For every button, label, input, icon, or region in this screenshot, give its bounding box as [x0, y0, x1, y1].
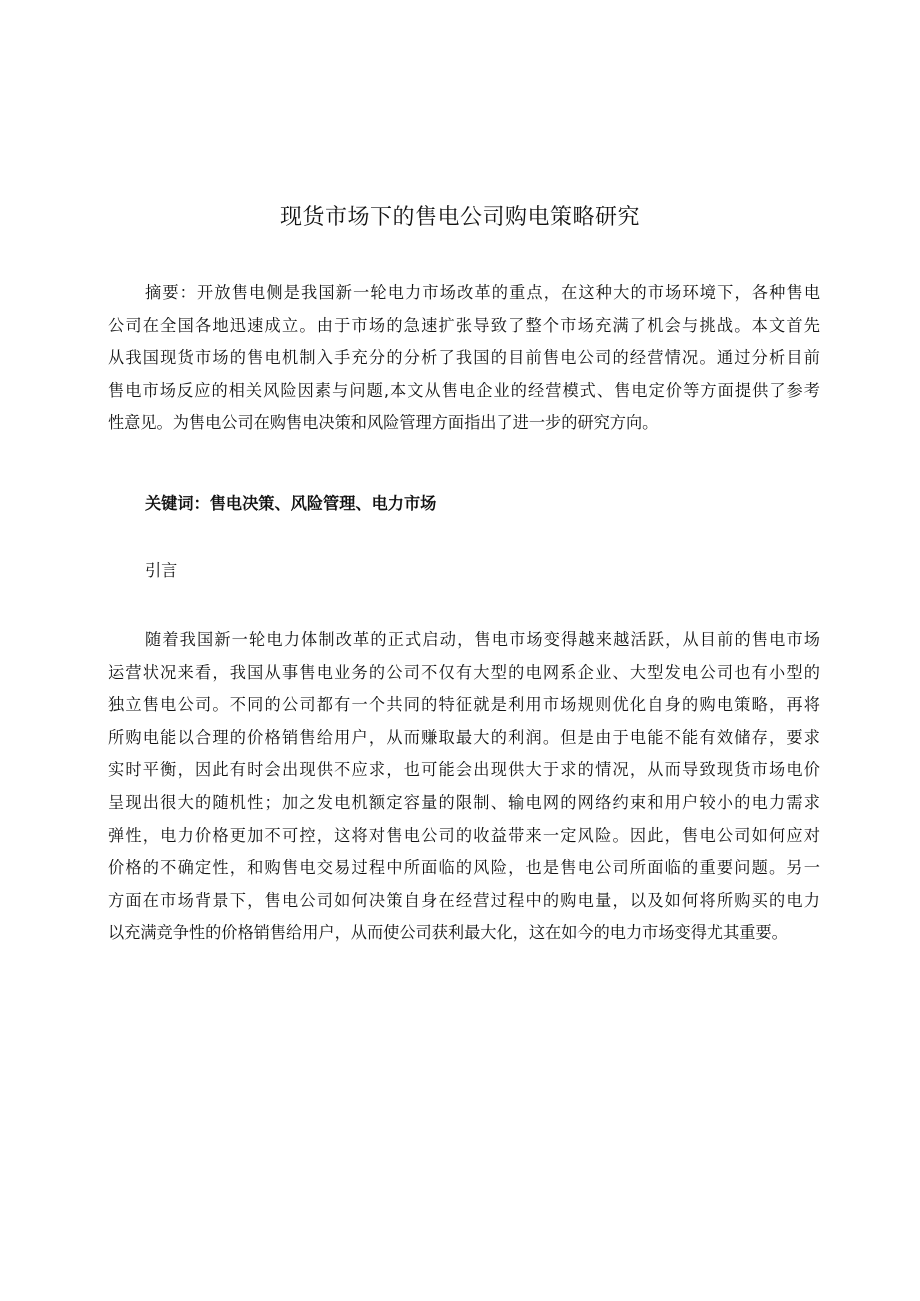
keywords-label: 关键词： — [145, 494, 210, 513]
body-line: 随着我国新一轮电力体制改革的正式启动，售电市场变得越来越活跃，从目前的售电市场 — [145, 630, 820, 649]
abstract-line: 性意见。为售电公司在购售电决策和风险管理方面指出了进一步的研究方向。 — [108, 413, 659, 433]
keywords-line — [108, 489, 857, 519]
introduction-paragraph — [108, 624, 820, 950]
body-line: 弹性，电力价格更加不可控，这将对售电公司的收益带来一定风险。因此，售电公司如何应对 — [108, 825, 820, 845]
body-line: 价格的不确定性，和购售电交易过程中所面临的风险，也是售电公司所面临的重要问题。另一 — [108, 858, 820, 878]
keywords-value: 售电决策、风险管理、电力市场 — [209, 494, 437, 513]
abstract-line — [108, 277, 820, 310]
body-line: 运营状况来看，我国从事售电业务的公司不仅有大型的电网系企业、大型发电公司也有小型的 — [108, 662, 820, 682]
abstract-text: 开放售电侧是我国新一轮电力市场改革的重点，在这种大的市场环境下，各种售电 — [197, 283, 821, 302]
abstract-line: 从我国现货市场的售电机制入手充分的分析了我国的目前售电公司的经营情况。通过分析目前 — [108, 348, 820, 368]
body-line: 所购电能以合理的价格销售给用户，从而赚取最大的利润。但是由于电能不能有效储存，要求 — [108, 727, 820, 747]
abstract-label: 摘要： — [145, 283, 198, 302]
abstract-paragraph — [108, 277, 820, 440]
body-line: 方面在市场背景下，售电公司如何决策自身在经营过程中的购电量，以及如何将所购买的电力 — [108, 890, 820, 910]
abstract-line: 售电市场反应的相关风险因素与问题,本文从售电企业的经营模式、售电定价等方面提供了参考 — [108, 380, 820, 400]
section-heading: 引言 — [145, 561, 178, 580]
body-line: 以充满竞争性的价格销售给用户，从而使公司获利最大化，这在如今的电力市场变得尤其重要。 — [108, 923, 788, 943]
body-line: 呈现出很大的随机性；加之发电机额定容量的限制、输电网的网络约束和用户较小的电力需求 — [108, 792, 820, 812]
body-line: 独立售电公司。不同的公司都有一个共同的特征就是利用市场规则优化自身的购电策略，再将 — [108, 695, 820, 715]
page-title: 现货市场下的售电公司购电策略研究 — [279, 205, 640, 230]
body-line: 实时平衡，因此有时会出现供不应求，也可能会出现供大于求的情况，从而导致现货市场电价 — [108, 760, 820, 780]
abstract-line: 公司在全国各地迅速成立。由于市场的急速扩张导致了整个市场充满了机会与挑战。本文首先 — [108, 315, 820, 335]
